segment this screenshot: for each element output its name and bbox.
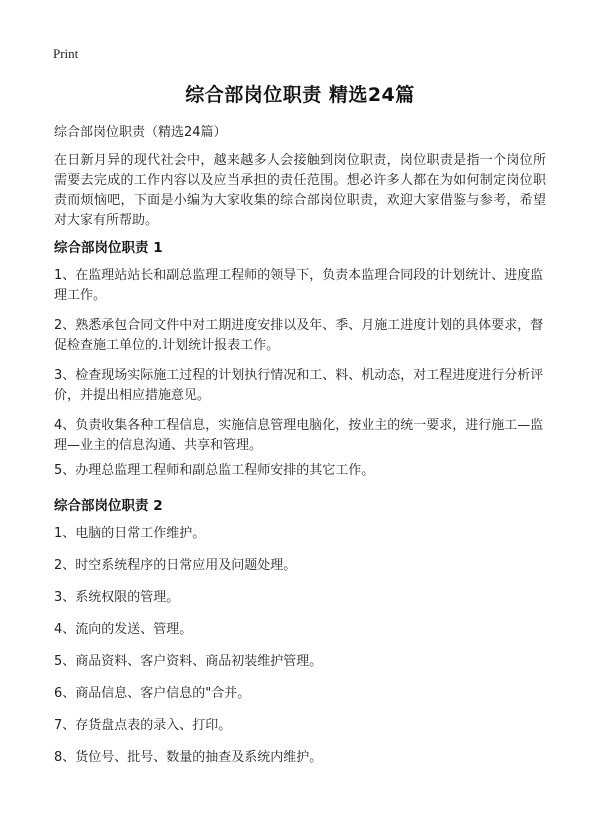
list-item: 1、电脑的日常工作维护。 (54, 526, 206, 541)
list-item: 4、流向的发送、管理。 (54, 622, 193, 637)
list-item: 1、在监理站站长和副总监理工程师的领导下，负责本监理合同段的计划统计、进度监理工作。 (54, 268, 544, 303)
section-heading-1: 综合部岗位职责 1 (54, 240, 163, 256)
list-item: 5、办理总监理工程师和副总监工程师安排的其它工作。 (54, 463, 375, 478)
list-item: 5、商品资料、客户资料、商品初装维护管理。 (54, 654, 323, 669)
list-item: 3、检查现场实际施工过程的计划执行情况和工、料、机动态，对工程进度进行分析评价，并提出相应措施意见。 (54, 368, 544, 403)
document-title: 综合部岗位职责 精选24篇 (185, 84, 415, 106)
list-item: 3、系统权限的管理。 (54, 590, 180, 605)
list-item: 4、负责收集各种工程信息，实施信息管理电脑化，按业主的统一要求，进行施工—监理—业主的信息沟通、共享和管理。 (54, 418, 544, 453)
print-label[interactable]: Print (53, 46, 79, 61)
section-heading-2: 综合部岗位职责 2 (54, 498, 163, 514)
list-item: 7、存货盘点表的录入、打印。 (54, 718, 232, 733)
list-item: 2、熟悉承包合同文件中对工期进度安排以及年、季、月施工进度计划的具体要求，督促检查施工单位的.计划统计报表工作。 (54, 318, 544, 353)
document-subtitle: 综合部岗位职责（精选24篇） (54, 125, 227, 140)
intro-paragraph: 在日新月异的现代社会中，越来越多人会接触到岗位职责，岗位职责是指一个岗位所需要去完成的工作内容以及应当承担的责任范围。想必许多人都在为如何制定岗位职责而烦恼吧，下面是小编为大家收集的综合部岗位职责，欢迎大家借鉴与参考，希望对大家有所帮助。 (54, 153, 546, 228)
list-item: 6、商品信息、客户信息的"合并。 (54, 686, 251, 701)
list-item: 8、货位号、批号、数量的抽查及系统内维护。 (54, 750, 323, 765)
list-item: 2、时空系统程序的日常应用及问题处理。 (54, 558, 297, 573)
